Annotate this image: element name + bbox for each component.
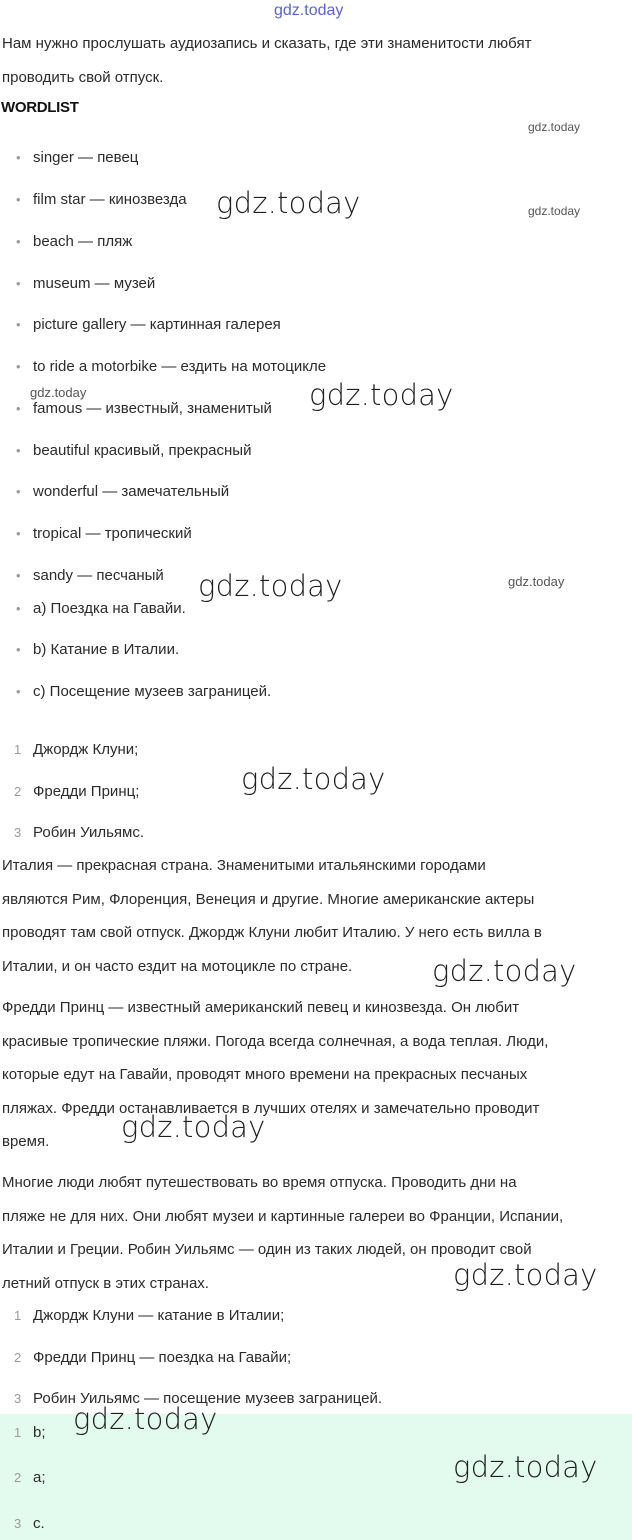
list-item: 3 c. <box>14 1515 45 1532</box>
list-item: • beautiful красивый, прекрасный <box>16 442 252 459</box>
list-item: • c) Посещение музеев заграницей. <box>16 683 272 700</box>
list-item: • famous — известный, знаменитый <box>16 400 272 417</box>
list-item: 2 a; <box>14 1469 46 1486</box>
watermark: gdz.today <box>309 378 454 412</box>
list-item: • a) Поездка на Гавайи. <box>16 600 186 617</box>
list-item: 3 Робин Уильямс — посещение музеев заграницей. <box>14 1390 383 1407</box>
list-item: 1 Джордж Клуни; <box>14 741 139 758</box>
watermark: gdz.today <box>432 954 577 988</box>
list-item: 1 Джордж Клуни — катание в Италии; <box>14 1307 285 1324</box>
intro-text: Нам нужно прослушать аудиозапись и сказать, где эти знаменитости любят проводить свой отпуск. <box>2 35 532 86</box>
paragraph-freddie: Фредди Принц — известный американский певец и кинозвезда. Он любит красивые тропические пляжи. Погода всегда солнечная, а вода теплая. Люди, которые едут на Гавайи, проводят много времени на прекрасных песчаных пляжах. Фредди останавливается в лучших отелях и замечательно проводит время. <box>2 999 549 1150</box>
wordlist-heading: WORDLIST <box>1 99 79 116</box>
list-item: • singer — певец <box>16 149 139 166</box>
list-item: 1 b; <box>14 1424 46 1441</box>
watermark: gdz.today <box>528 120 581 134</box>
list-item: • museum — музей <box>16 275 156 292</box>
list-item: • film star — кинозвезда <box>16 191 187 208</box>
list-item: • tropical — тропический <box>16 525 192 542</box>
list-item: • b) Катание в Италии. <box>16 641 180 658</box>
watermark: gdz.today <box>216 186 361 220</box>
watermark: gdz.today <box>453 1258 598 1292</box>
list-item: • beach — пляж <box>16 233 133 250</box>
watermark-top: gdz.today <box>274 2 344 19</box>
watermark: gdz.today <box>198 569 343 603</box>
list-item: • wonderful — замечательный <box>16 483 230 500</box>
list-item: • picture gallery — картинная галерея <box>16 316 281 333</box>
list-item: 2 Фредди Принц — поездка на Гавайи; <box>14 1349 292 1366</box>
paragraph-italy: Италия — прекрасная страна. Знаменитыми итальянскими городами являются Рим, Флоренция, Венеция и другие. Многие американские актеры проводят там свой отпуск. Джордж Клуни любит Италию. У него есть вилла в Италии, и он часто ездит на мотоцикле по стране. <box>2 857 542 975</box>
watermark: gdz.today <box>508 574 565 589</box>
watermark: gdz.today <box>241 762 386 796</box>
watermark: gdz.today <box>30 385 87 400</box>
list-item: • sandy — песчаный <box>16 567 164 584</box>
list-item: • to ride a motorbike — ездить на мотоцикле <box>16 358 327 375</box>
list-item: 3 Робин Уильямс. <box>14 824 145 841</box>
watermark: gdz.today <box>73 1402 218 1436</box>
watermark: gdz.today <box>453 1450 598 1484</box>
watermark: gdz.today <box>528 204 581 218</box>
paragraph-robin: Многие люди любят путешествовать во время отпуска. Проводить дни на пляже не для них. Они любят музеи и картинные галереи во Франции, Испании, Италии и Греции. Робин Уильямс — один из таких людей, он проводит свой летний отпуск в этих странах. <box>2 1174 564 1292</box>
watermark: gdz.today <box>121 1110 266 1144</box>
list-item: 2 Фредди Принц; <box>14 783 140 800</box>
